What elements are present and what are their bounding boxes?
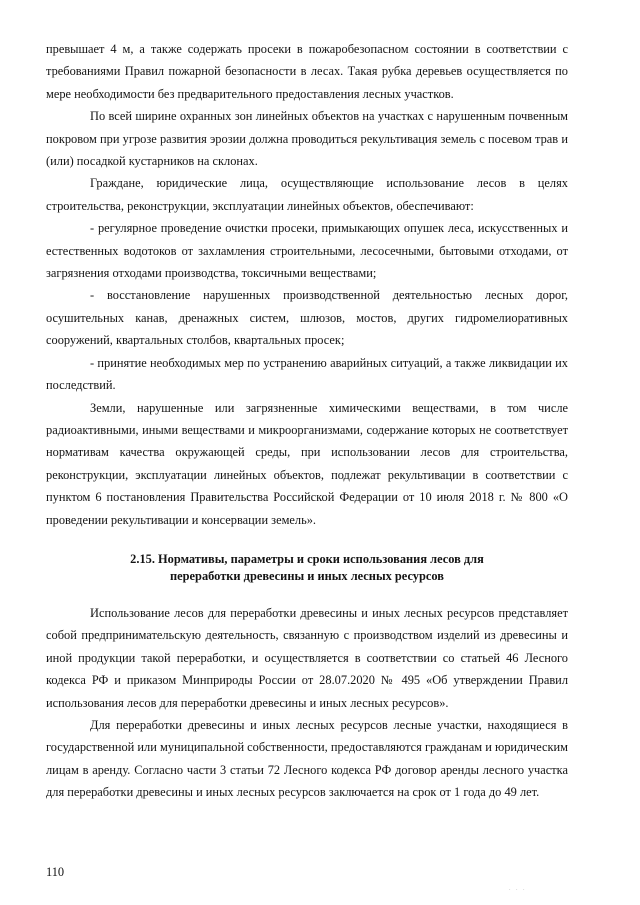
scan-artifact: . . . — [509, 886, 527, 892]
list-item-cleaning: - регулярное проведение очистки просеки, примыкающих опушек леса, искусственных и естественных водотоков от захламления строительными, лесосечными, бытовыми отходами, от загрязнения отходами производства, токсичными веществами; — [46, 221, 568, 281]
paragraph-wood-processing: Использование лесов для переработки древесины и иных лесных ресурсов представляет собой предпринимательскую деятельность, связанную с производством изделий из древесины и иной продукции такой переработки, и осуществляется в соответствии со статьей 46 Лесного кодекса РФ и приказом Минприроды России от 28.07.2020 № 495 «Об утверждении Правил использования лесов для переработки древесины и иных лесных ресурсов». — [46, 605, 568, 710]
paragraph-obligations-intro: Граждане, юридические лица, осуществляющие использование лесов в целях строительства, реконструкции, эксплуатации линейных объектов, обеспечивают: — [46, 176, 568, 213]
paragraph-continuation: превышает 4 м, а также содержать просеки в пожаробезопасном состоянии в соответствии с требованиями Правил пожарной безопасности в лесах. Такая рубка деревьев осуществляется по мере необходимости без предварительного предоставления лесных участков. — [46, 42, 568, 101]
section-heading — [46, 551, 568, 585]
section-heading-line-2: переработки древесины и иных лесных ресурсов — [170, 568, 444, 583]
page-number: 110 — [46, 865, 65, 879]
paragraph-contaminated-lands: Земли, нарушенные или загрязненные химическими веществами, в том числе радиоактивными, иными веществами и микроорганизмами, содержание которых не соответствует нормативам качества окружающей среды, при использовании лесов для строительства, реконструкции, эксплуатации линейных объектов, подлежат рекультивации в соответствии с пунктом 6 постановления Правительства Российской Федерации от 10 июля 2018 г. № 800 «О проведении рекультивации и консервации земель». — [46, 400, 568, 527]
paragraph-lease-terms: Для переработки древесины и иных лесных ресурсов лесные участки, находящиеся в государственной или муниципальной собственности, предоставляются гражданам и юридическим лицам в аренду. Согласно части 3 статьи 72 Лесного кодекса РФ договор аренды лесного участка для переработки древесины и иных лесных ресурсов заключается на срок от 1 года до 49 лет. — [46, 717, 568, 800]
section-heading-line-1: 2.15. Нормативы, параметры и сроки использования лесов для — [130, 551, 484, 566]
page-content — [46, 38, 568, 804]
paragraph-protection-zones: По всей ширине охранных зон линейных объектов на участках с нарушенным почвенным покровом при угрозе развития эрозии должна проводиться рекультивация земель с посевом трав и (или) посадкой кустарников на склонах. — [46, 109, 568, 169]
list-item-emergency: - принятие необходимых мер по устранению аварийных ситуаций, а также ликвидации их последствий. — [46, 355, 568, 393]
list-item-restoration: - восстановление нарушенных производственной деятельностью лесных дорог, осушительных канав, дренажных систем, шлюзов, мостов, других гидромелиоративных сооружений, квартальных столбов, квартальных просек; — [46, 288, 568, 348]
